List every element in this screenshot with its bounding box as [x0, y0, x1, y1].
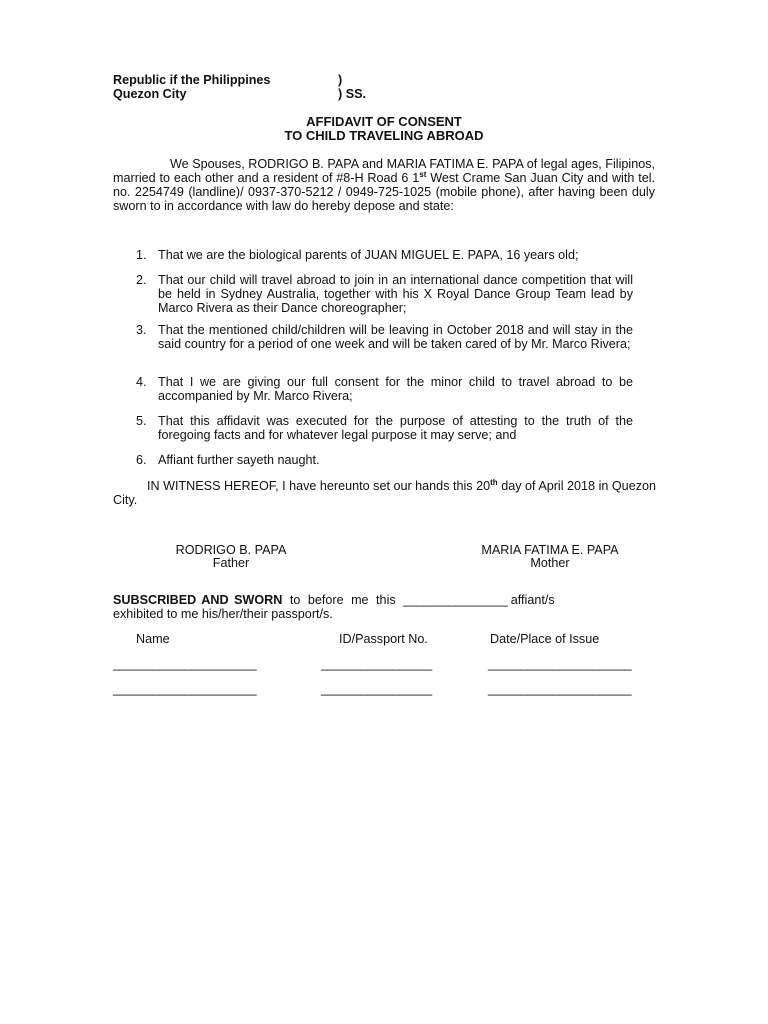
document-title: AFFIDAVIT OF CONSENT	[306, 114, 462, 129]
item-text: That this affidavit was executed for the purpose of attesting to the truth of the foregoing facts and for whatever legal purpose it may serve; and	[158, 414, 633, 442]
intro-superscript: st	[419, 170, 427, 179]
item-text: That we are the biological parents of JUAN MIGUEL E. PAPA, 16 years old;	[158, 248, 579, 262]
jurat-line-2: exhibited to me his/her/their passport/s.	[113, 607, 333, 621]
item-number: 4.	[136, 375, 147, 389]
item-number: 2.	[136, 273, 147, 287]
list-item	[136, 453, 656, 467]
column-header-id: ID/Passport No.	[339, 632, 428, 646]
column-header-date: Date/Place of Issue	[490, 632, 600, 646]
signatory-father-name: RODRIGO B. PAPA	[175, 543, 287, 557]
witness-superscript: th	[490, 478, 498, 487]
item-number: 5.	[136, 414, 147, 428]
list-item	[136, 414, 656, 442]
blank-id-1: _________________	[321, 657, 432, 671]
blank-name-1: ______________________	[113, 657, 257, 671]
item-text: That our child will travel abroad to join in an international dance competition that will be held in Sydney Australia, together with his X Royal Dance Group Team lead by Marco Rivera as their Dance choreographer;	[158, 273, 633, 315]
item-text: That I we are giving our full consent for the minor child to travel abroad to be accompanied by Mr. Marco Rivera;	[158, 375, 633, 403]
intro-text-b: West Crame San Juan City and with tel. no. 2254749 (landline)/ 0937-370-5212 / 0949-725-1025 (mobile phone), after having been duly sworn to in accordance with law do hereby depose and state:	[113, 171, 655, 213]
blank-name-2: ______________________	[113, 682, 257, 696]
item-text: That the mentioned child/children will be leaving in October 2018 and will stay in the said country for a period of one week and will be taken cared of by Mr. Marco Rivera;	[158, 323, 633, 351]
witness-text-a: IN WITNESS HEREOF, I have hereunto set our hands this 20	[147, 479, 491, 493]
intro-paragraph	[113, 157, 655, 213]
caption-city: Quezon City	[113, 87, 187, 101]
list-item	[136, 273, 656, 315]
jurat-text: to before me this	[282, 593, 404, 607]
list-item	[136, 248, 656, 262]
document-subtitle: TO CHILD TRAVELING ABROAD	[284, 128, 484, 143]
blank-id-2: _________________	[321, 682, 432, 696]
jurat-date-blank: ________________	[403, 593, 508, 607]
caption-country: Republic if the Philippines	[113, 73, 271, 87]
column-header-name: Name	[136, 632, 170, 646]
signatory-father-role: Father	[212, 556, 250, 570]
item-number: 3.	[136, 323, 147, 337]
list-item	[136, 375, 656, 403]
intro-text-a: We Spouses, RODRIGO B. PAPA and MARIA FATIMA E. PAPA of legal ages, Filipinos, married to each other and a resident of #8-H Road 6 1	[113, 157, 655, 185]
blank-date-2: ______________________	[488, 682, 632, 696]
jurat-bold: SUBSCRIBED AND SWORN	[113, 593, 283, 607]
signatory-mother-name: MARIA FATIMA E. PAPA	[481, 543, 619, 557]
blank-date-1: ______________________	[488, 657, 632, 671]
item-number: 6.	[136, 453, 147, 467]
item-number: 1.	[136, 248, 147, 262]
list-item	[136, 323, 656, 365]
jurat-line	[113, 593, 658, 607]
item-text: Affiant further sayeth naught.	[158, 453, 320, 467]
jurat-affiants: affiant/s	[507, 593, 555, 607]
witness-text-b: day of April 2018 in Quezon City.	[113, 479, 656, 507]
caption-paren: )	[338, 73, 343, 87]
caption-ss: ) SS.	[338, 87, 366, 101]
witness-paragraph	[113, 479, 656, 507]
signatory-mother-role: Mother	[530, 556, 570, 570]
